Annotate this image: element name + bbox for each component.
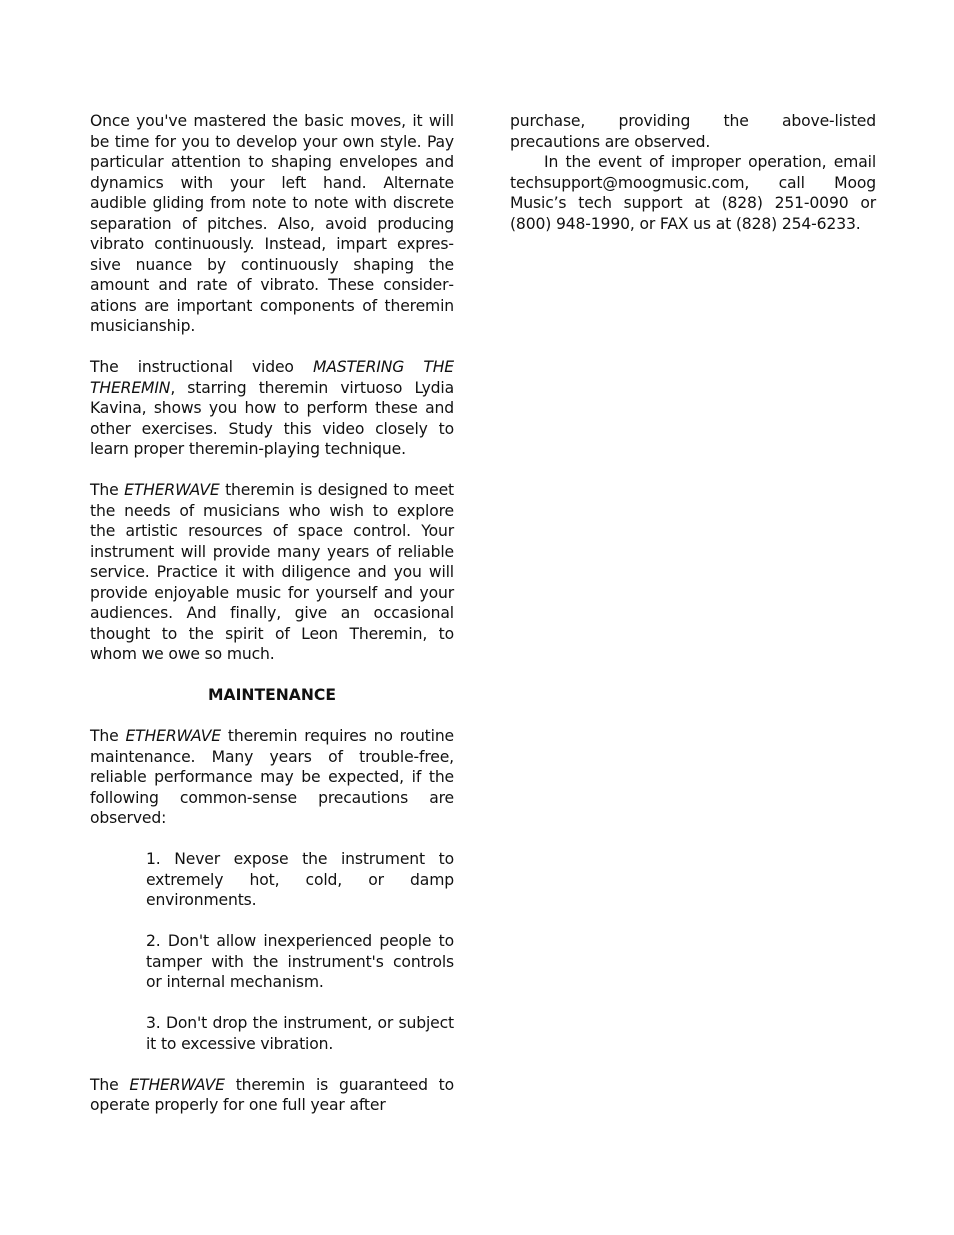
text-run: , starring theremin virtuoso Lydia Kavina, shows you how to perform these and other exercises. Study this video closely to learn proper theremin-playing technique. <box>90 378 454 458</box>
precaution-item-1: 1. Never expose the instrument to extremely hot, cold, or damp environments. <box>146 850 454 909</box>
precaution-item-2: 2. Don't allow inexperienced people to tamper with the instrument's controls or internal mechanism. <box>146 932 454 991</box>
text-run: The instructional video <box>90 358 313 376</box>
precaution-item-3: 3. Don't drop the instrument, or subject it to excessive vibration. <box>146 1014 454 1053</box>
paragraph-style: Once you've mastered the basic moves, it will be time for you to develop your own style. Pay particular attention to shaping envelopes and dynamics with your left hand. Alternate audible gliding from note to note with discrete separation of pitches. Also, avoid producing vibrato continuously. Instead, impart expressive nuance by continuously shaping the amount and rate of vibrato. These considerations are important components of theremin musicianship. <box>90 112 454 335</box>
left-column <box>90 111 454 1116</box>
paragraph-etherwave-intro <box>90 480 454 665</box>
right-column <box>510 111 876 234</box>
product-name: ETHERWAVE <box>129 1075 225 1094</box>
paragraph-guarantee-continued: purchase, providing the above-listed precautions are observed. <box>510 112 876 151</box>
text-run: The <box>90 727 126 745</box>
text-run: theremin is designed to meet the needs of musicians who wish to explore the artistic resources of space control. Your instrument will provide many years of reliable service. Practice it with diligence and you will provide enjoyable music for yourself and your audiences. And finally, give an occasional thought to the spirit of Leon Theremin, to whom we owe so much. <box>90 481 454 663</box>
paragraph-guarantee <box>90 1075 454 1116</box>
text-run: The <box>90 1075 130 1094</box>
paragraph-maintenance <box>90 726 454 829</box>
product-name: ETHERWAVE <box>124 481 220 499</box>
text-run: theremin requires no routine maintenance. Many years of trouble-free, reliable performance may be expected, if the following common-sense precautions are observed: <box>90 727 454 827</box>
text-run: theremin is guaranteed to operate properly for one full year after <box>90 1075 454 1114</box>
paragraph-support-contact: In the event of improper operation, email techsupport@moogmusic.com, call Moog Music’s tech support at (828) 251-0090 or (800) 948-1990, or FAX us at (828) 254-6233. <box>510 153 876 233</box>
product-name: ETHERWAVE <box>125 727 221 745</box>
section-heading-maintenance: MAINTENANCE <box>208 686 336 704</box>
paragraph-video <box>90 357 454 460</box>
video-title: MASTERING THE THEREMIN <box>90 358 454 397</box>
text-run: The <box>90 481 125 499</box>
